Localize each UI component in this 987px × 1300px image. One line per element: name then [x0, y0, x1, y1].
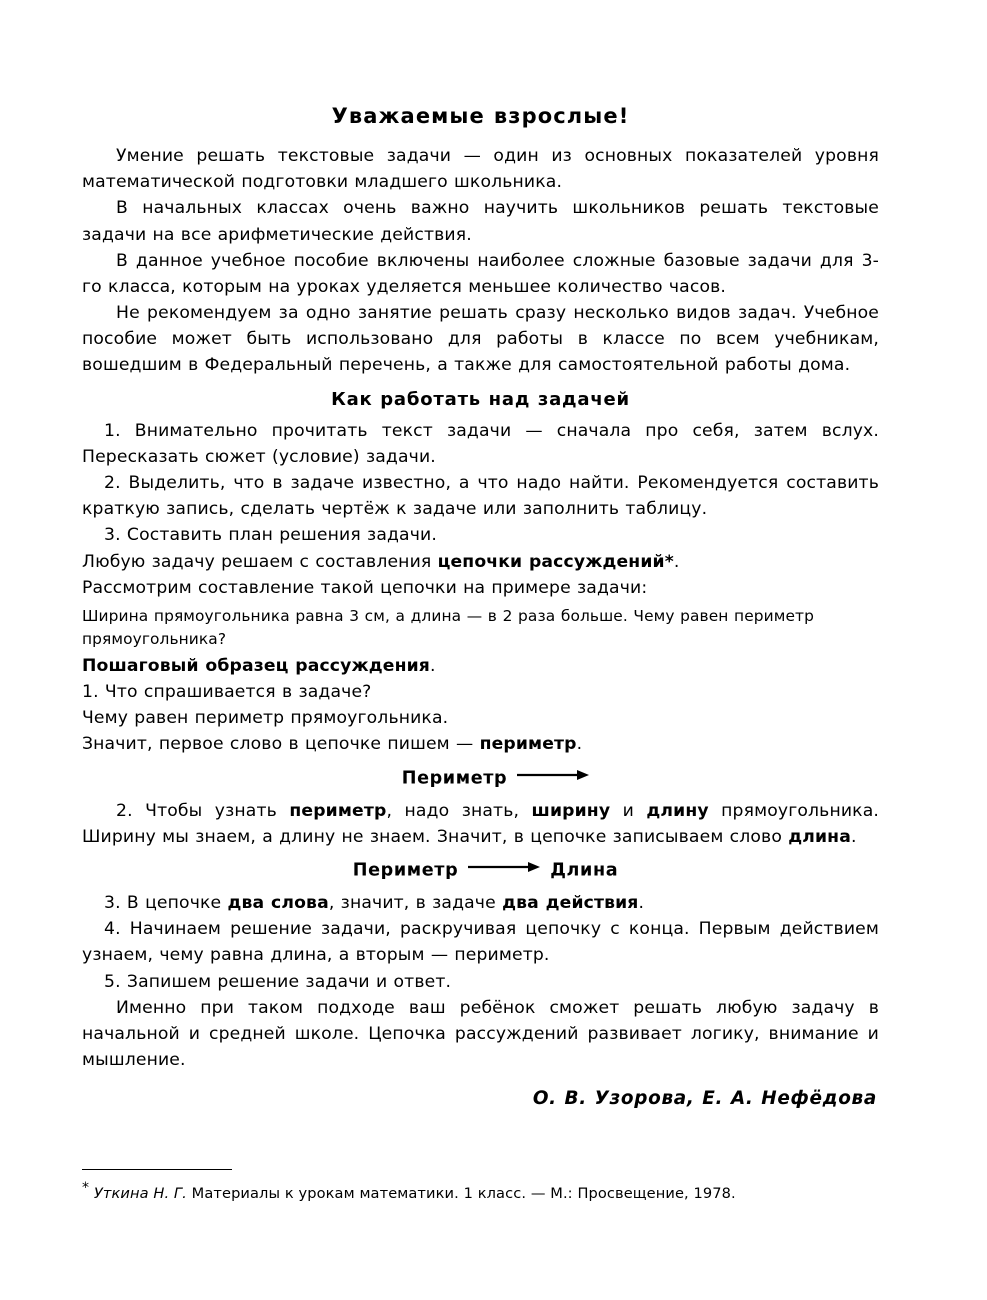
step2-bold-perimeter: периметр: [289, 800, 387, 821]
chain-diagram-1: [82, 765, 879, 792]
step3-part-a: 3. В цепочке: [104, 893, 228, 914]
step2-part-i: .: [850, 826, 857, 847]
model-line-3-suffix: .: [576, 734, 583, 755]
chain-node-length: Длина: [550, 860, 619, 881]
chain-intro-bold: цепочки рассуждений*: [437, 551, 674, 572]
model-line-3: [82, 731, 879, 757]
step-3-explanation: [82, 890, 879, 916]
model-line-3-bold: периметр: [479, 734, 577, 755]
model-line-1: 1. Что спрашивается в задаче?: [82, 682, 372, 703]
chain-node-perimeter: Периметр: [401, 767, 508, 788]
chain-intro-line-1: [82, 549, 879, 575]
model-heading-bold: Пошаговый образец рассуждения: [82, 656, 430, 677]
chain-node-perimeter-2: Периметр: [352, 860, 459, 881]
intro-paragraph-4: Не рекомендуем за одно занятие решать сразу несколько видов задач. Учебное пособие может быть использовано для работы в классе по всем учебникам, вошедшим в Федеральный перечень, а также для самостоятельной работы дома.: [82, 303, 879, 376]
section-heading: Как работать над задачей: [331, 389, 630, 411]
step-2: 2. Выделить, что в задаче известно, а что надо найти. Рекомендуется составить краткую запись, сделать чертёж к задаче или заполнить таблицу.: [82, 473, 879, 520]
footnote-text: [82, 1179, 882, 1204]
chain-diagram-2: [82, 857, 879, 884]
arrow-right-icon-2: [466, 856, 542, 883]
model-heading: [82, 653, 879, 679]
step3-part-e: .: [638, 893, 645, 914]
footnote-author: Уткина Н. Г.: [93, 1184, 187, 1202]
intro-paragraph-3: В данное учебное пособие включены наиболее сложные базовые задачи для 3-го класса, которым на уроках уделяется меньшее количество часов.: [82, 250, 879, 297]
intro-paragraph-1: Умение решать текстовые задачи — один из основных показателей уровня математической подготовки младшего школьника.: [82, 146, 879, 193]
footnote-divider: [82, 1169, 232, 1170]
model-heading-suffix: .: [429, 656, 436, 677]
chain-intro-suffix: .: [673, 551, 680, 572]
model-line-2: Чему равен периметр прямоугольника.: [82, 708, 449, 729]
step3-bold-two-words: два слова: [227, 893, 329, 914]
chain-intro-prefix: Любую задачу решаем с составления: [82, 551, 438, 572]
step3-bold-two-actions: два действия: [502, 893, 639, 914]
authors-signature: О. В. Узорова, Е. А. Нефёдова: [532, 1088, 877, 1110]
step-3: 3. Составить план решения задачи.: [104, 525, 437, 546]
footnote-star: *: [82, 1179, 90, 1196]
chain-intro-line-2: Рассмотрим составление такой цепочки на примере задачи:: [82, 577, 648, 598]
step2-part-e: и: [610, 800, 647, 821]
document-body: [82, 104, 879, 1113]
step-1: 1. Внимательно прочитать текст задачи — сначала про себя, затем вслух. Пересказать сюжет (условие) задачи.: [82, 420, 879, 467]
sample-task-text: Ширина прямоугольника равна 3 см, а длина — в 2 раза больше. Чему равен периметр прямоугольника?: [82, 606, 814, 648]
step2-part-g: прямоугольника. Ширину мы знаем, а длину не знаем. Значит, в цепочке записываем слово: [82, 800, 879, 847]
footnote-rest: Материалы к урокам математики. 1 класс. — М.: Просвещение, 1978.: [191, 1184, 736, 1202]
step2-bold-length: длину: [646, 800, 709, 821]
step3-part-c: , значит, в задаче: [328, 893, 503, 914]
model-line-3-prefix: Значит, первое слово в цепочке пишем —: [82, 734, 480, 755]
step2-bold-dlina: длина: [788, 826, 851, 847]
step-5-explanation: 5. Запишем решение задачи и ответ.: [104, 971, 452, 992]
step2-part-a: 2. Чтобы узнать: [116, 800, 290, 821]
intro-paragraph-2: В начальных классах очень важно научить школьников решать текстовые задачи на все арифметические действия.: [82, 198, 879, 245]
step-4-explanation: 4. Начинаем решение задачи, раскручивая цепочку с конца. Первым действием узнаем, чему равна длина, а вторым — периметр.: [82, 919, 879, 966]
page-title: Уважаемые взрослые!: [331, 104, 630, 128]
closing-paragraph: Именно при таком подходе ваш ребёнок сможет решать любую задачу в начальной и средней школе. Цепочка рассуждений развивает логику, внимание и мышление.: [82, 997, 879, 1070]
step-2-explanation: [82, 798, 879, 850]
step2-part-c: , надо знать,: [386, 800, 532, 821]
footnote-block: [82, 1169, 882, 1204]
arrow-right-icon: [515, 764, 591, 791]
step2-bold-width: ширину: [531, 800, 611, 821]
